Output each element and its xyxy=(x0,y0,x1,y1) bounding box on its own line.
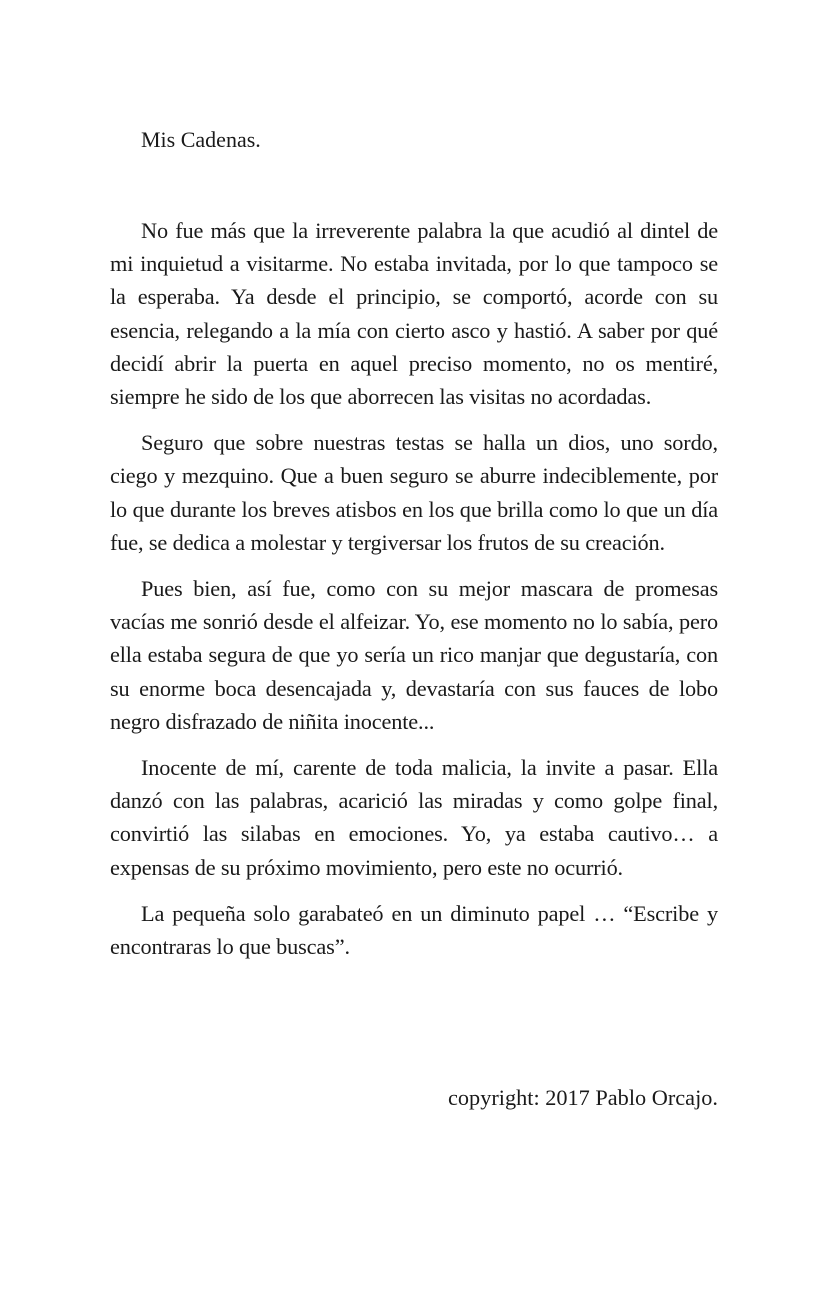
copyright-notice: copyright: 2017 Pablo Orcajo. xyxy=(448,1085,718,1110)
paragraph-1: No fue más que la irreverente palabra la que acudió al dintel de mi inquietud a visitarme. No estaba invitada, por lo que tampoco se la esperaba. Ya desde el principio, se comportó, acorde con su esencia, relegando a la mía con cierto asco y hastió. A saber por qué decidí abrir la puerta en aquel preciso momento, no os mentiré, siempre he sido de los que aborrecen las visitas no acordadas. xyxy=(110,218,718,410)
document-title: Mis Cadenas. xyxy=(141,127,261,152)
paragraph-2: Seguro que sobre nuestras testas se halla un dios, uno sordo, ciego y mezquino. Que a buen seguro se aburre indeciblemente, por lo que durante los breves atisbos en los que brilla como lo que un día fue, se dedica a molestar y tergiversar los frutos de su creación. xyxy=(110,430,718,555)
paragraph-5: La pequeña solo garabateó en un diminuto papel … “Escribe y encontraras lo que buscas”. xyxy=(110,900,718,960)
paragraph-3: Pues bien, así fue, como con su mejor mascara de promesas vacías me sonrió desde el alfeizar. Yo, ese momento no lo sabía, pero ella estaba segura de que yo sería un rico manjar que degustaría, con su enorme boca desencajada y, devastaría con sus fauces de lobo negro disfrazado de niñita inocente... xyxy=(110,576,718,734)
paragraph-4: Inocente de mí, carente de toda malicia, la invite a pasar. Ella danzó con las palabras, acarició las miradas y como golpe final, convirtió las silabas en emociones. Yo, ya estaba cautivo… a expensas de su próximo movimiento, pero este no ocurrió. xyxy=(110,755,718,880)
document-body xyxy=(110,214,718,976)
